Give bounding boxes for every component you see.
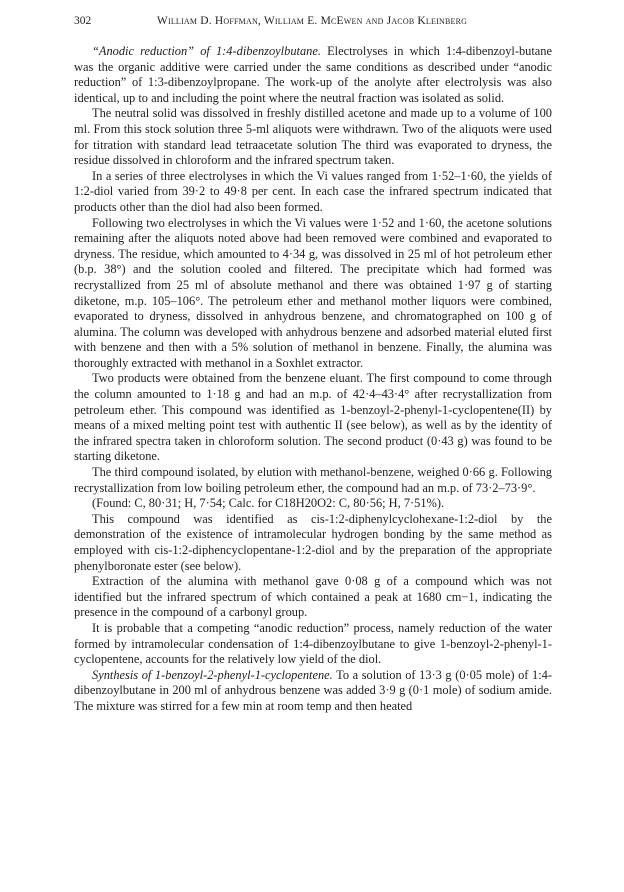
paragraph: It is probable that a competing “anodic reduction” process, namely reduction of the water formed by intramolecular condensation of 1:4-dibenzoylbutane to give 1-benzoyl-2-phenyl-1-cyclopentene, accounts for the relatively low yield of the diol. [74, 620, 552, 667]
paragraph [74, 44, 552, 106]
paragraph-text: Electrolyses in which 1:4-dibenzoyl-butane was the organic additive were carried under the same conditions as described under “anodic reduction” of 1:3-dibenzoylpropane. The work-up of the anolyte after electrolysis was also identical, up to and including the point where the neutral fraction was isolated as solid. [74, 44, 552, 105]
paragraph: The third compound isolated, by elution with methanol-benzene, weighed 0·66 g. Following recrystallization from low boiling petroleum ether, the compound had an m.p. of 73·2–73·9°. [74, 465, 552, 495]
run-in-heading: “Anodic reduction” of 1:4-dibenzoylbutane. [92, 44, 321, 58]
paragraph: The neutral solid was dissolved in freshly distilled acetone and made up to a volume of 100 ml. From this stock solution three 5-ml aliquots were withdrawn. Two of the aliquots were used for titration with standard lead tetraacetate solution The third was evaporated to dryness, the residue dissolved in chloroform and the infrared spectrum taken. [74, 106, 552, 168]
paragraph [74, 668, 552, 715]
body-text [74, 44, 552, 715]
analysis-formula: (Found: C, 80·31; H, 7·54; Calc. for C18H20O2: C, 80·56; H, 7·51%). [92, 496, 445, 511]
running-head: William D. Hoffman, William E. McEwen and Jacob Kleinberg [156, 15, 468, 27]
paragraph-text: To a solution of 13·3 g (0·05 mole) of 1:4-dibenzoylbutane in 200 ml of anhydrous benzene was added 3·9 g (0·1 mole) of sodium amide. The mixture was stirred for a few min at room temp and then heated [74, 667, 552, 713]
paragraph: In a series of three electrolyses in which the Vi values ranged from 1·52–1·60, the yields of 1:2-diol varied from 39·2 to 49·8 per cent. In each case the infrared spectrum indicated that products other than the diol had also been formed. [74, 168, 552, 214]
paragraph: Following two electrolyses in which the Vi values were 1·52 and 1·60, the acetone solutions remaining after the aliquots noted above had been removed were combined and evaporated to dryness. The residue, which amounted to 4·34 g, was dissolved in 25 ml of hot petroleum ether (b.p. 38°) and the solution cooled and filtered. The precipitate which had formed was recrystallized from 25 ml of absolute methanol and there was obtained 1·97 g of starting diketone, m.p. 105–106°. The petroleum ether and methanol mother liquors were combined, evaporated to dryness, dissolved in anhydrous benzene, and chromatographed on 100 g of alumina. The column was developed with anhydrous benzene and adsorbed material eluted first with benzene and then with a 5% solution of methanol in benzene. Finally, the alumina was thoroughly extracted with methanol in a Soxhlet extractor. [74, 215, 552, 370]
paragraph: Extraction of the alumina with methanol gave 0·08 g of a compound which was not identified but the infrared spectrum of which contained a peak at 1680 cm−1, indicating the presence in the compound of a carbonyl group. [74, 574, 552, 620]
paragraph: This compound was identified as cis-1:2-diphenylcyclohexane-1:2-diol by the demonstration of the existence of intramolecular hydrogen bonding by the same method as employed with cis-1:2-diphencyclopentane-1:2-diol and by the preparation of the appropriate phenylboronate ester (see below). [74, 511, 552, 573]
paragraph: Two products were obtained from the benzene eluant. The first compound to come through the column amounted to 1·18 g and had an m.p. of 42·4–43·4° after recrystallization from petroleum ether. This compound was identified as 1-benzoyl-2-phenyl-1-cyclopentene(II) by means of a mixed melting point test with authentic II (see below), as well as by the identity of the infrared spectra taken in chloroform solution. The second product (0·43 g) was found to be starting diketone. [74, 371, 552, 464]
page-number: 302 [74, 15, 92, 27]
page-header [74, 14, 550, 30]
run-in-heading: Synthesis of 1-benzoyl-2-phenyl-1-cyclopentene. [92, 667, 333, 682]
